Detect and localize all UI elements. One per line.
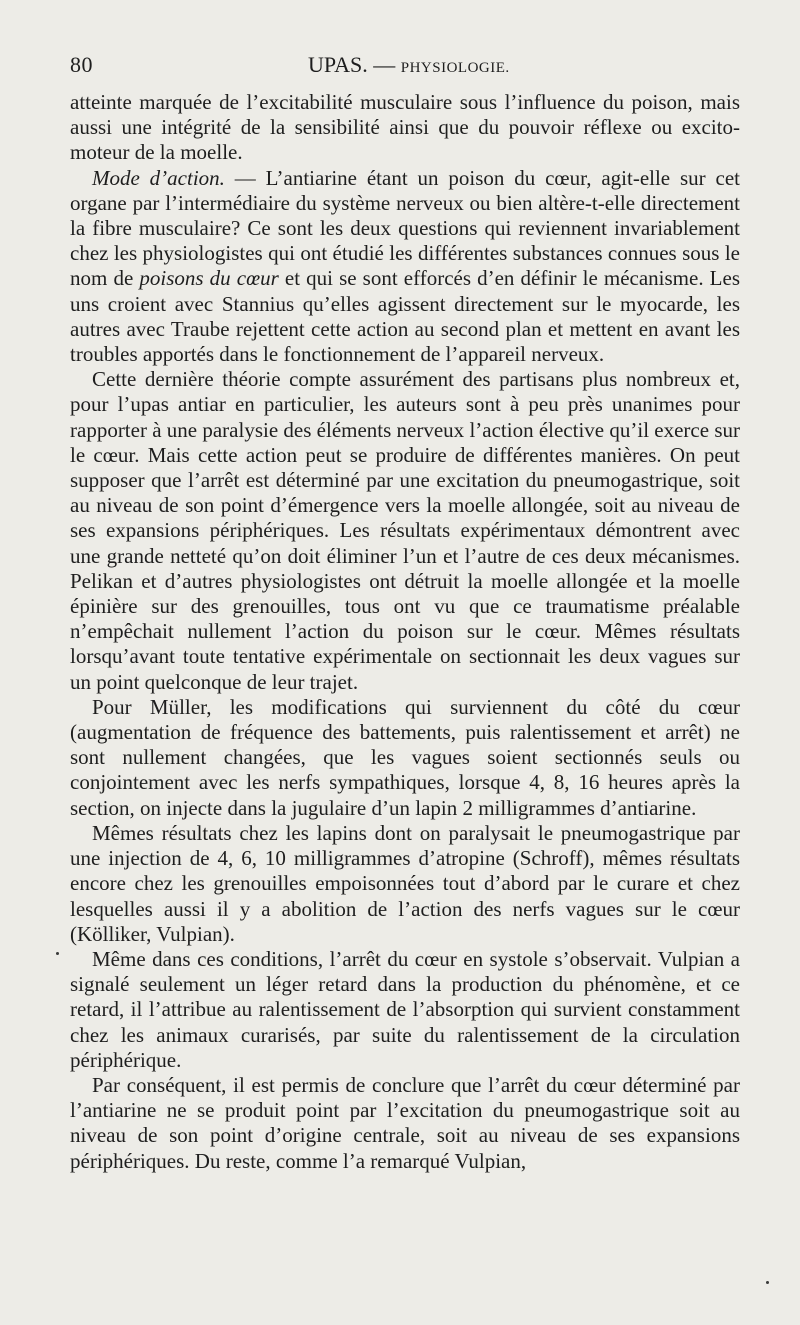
running-title-main: UPAS. —: [308, 52, 396, 77]
paragraph-continuation: [70, 90, 740, 166]
text-run: — L’antiarine étant un poison du cœur, agit-elle sur cet organe par l’intermédiaire du système nerveux ou bien altère-t-elle directement la fibre musculaire? Ce sont les deux questions qui reviennent invariablement chez les physiologistes qui ont étudié les différentes substances connues sous le nom de: [70, 165, 740, 291]
section-heading-italic: Mode d’action.: [92, 165, 225, 190]
paragraph-conditions: [70, 947, 740, 1073]
text-run: Mêmes résultats chez les lapins dont on paralysait le pneumogastrique par une injection de 4, 6, 10 milligrammes d’atropine (Schroff), mêmes résultats encore chez les grenouilles empoisonnées tout d’abord par le curare et chez lesquelles aussi il y a abolition de l’action des nerfs vagues sur le cœur (Kölliker, Vulpian).: [70, 820, 740, 946]
italic-term: poisons du cœur: [139, 266, 279, 291]
text-run: Pour Müller, les modifications qui surviennent du côté du cœur (augmentation de fréquence des battements, puis ralentissement et arrêt) ne sont nullement changées, que les vagues soient sectionnés seuls ou conjointement avec les nerfs sympathiques, lorsque 4, 8, 16 heures après la section, on injecte dans la jugulaire d’un lapin 2 milligrammes d’antiarine.: [70, 694, 740, 820]
print-speck: [56, 952, 59, 955]
text-run: Cette dernière théorie compte assurément des partisans plus nombreux et, pour l’upas antiar en particulier, les auteurs sont à peu près unanimes pour rapporter à une paralysie des éléments nerveux l’action élective qu’il exerce sur le cœur. Mais cette action peut se produire de différentes manières. On peut supposer que l’arrêt est déterminé par une excitation du pneumogastrique, soit au niveau de son point d’émergence vers la moelle allongée, soit au niveau de ses expansions périphériques. Les résultats expérimentaux démontrent avec une grande netteté qu’on doit éliminer l’un et l’autre de ces deux mécanismes. Pelikan et d’autres physiologistes ont détruit la moelle allongée et la moelle épinière sur des grenouilles, tous ont vu que ce traumatisme préalable n’empêchait nullement l’action du poison sur le cœur. Mêmes résultats lorsqu’avant toute tentative expérimentale on sectionnait les deux vagues sur un point quelconque de leur trajet.: [70, 367, 740, 694]
paragraph-muller: [70, 695, 740, 821]
text-run: Par conséquent, il est permis de conclure que l’arrêt du cœur déterminé par l’antiarine ne se produit point par l’excitation du pneumogastrique soit au niveau de son point d’origine centrale, soit au niveau de ses expansions périphériques. Du reste, comme l’a remarqué Vulpian,: [70, 1072, 740, 1173]
text-run: atteinte marquée de l’excitabilité musculaire sous l’influence du poison, mais aussi une intégrité de la sensibilité ainsi que du pouvoir réflexe ou excito-moteur de la moelle.: [70, 90, 740, 165]
running-title-section: PHYSIOLOGIE.: [400, 60, 510, 76]
paragraph-conclusion: [70, 1073, 740, 1174]
paragraph-theory: [70, 367, 740, 695]
running-head: [70, 52, 740, 86]
text-run: et qui se sont efforcés d’en définir le mécanisme. Les uns croient avec Stannius qu’elles agissent directement sur le myocarde, les autres avec Traube rejettent cette action au second plan et mettent en avant les troubles apportés dans le fonctionnement de l’appareil nerveux.: [70, 266, 741, 367]
text-run: Même dans ces conditions, l’arrêt du cœur en systole s’observait. Vulpian a signalé seulement un léger retard dans la production du phénomène, et ce retard, il l’attribue au ralentissement de l’absorption qui survient constamment chez les animaux curarisés, par suite du ralentissement de la circulation périphérique.: [70, 946, 740, 1072]
body-text: [70, 90, 740, 1174]
print-speck: [766, 1281, 769, 1284]
paragraph-results: [70, 821, 740, 947]
running-title: [308, 52, 510, 78]
paragraph-mode-action: [70, 166, 740, 368]
page-number: 80: [70, 52, 93, 77]
